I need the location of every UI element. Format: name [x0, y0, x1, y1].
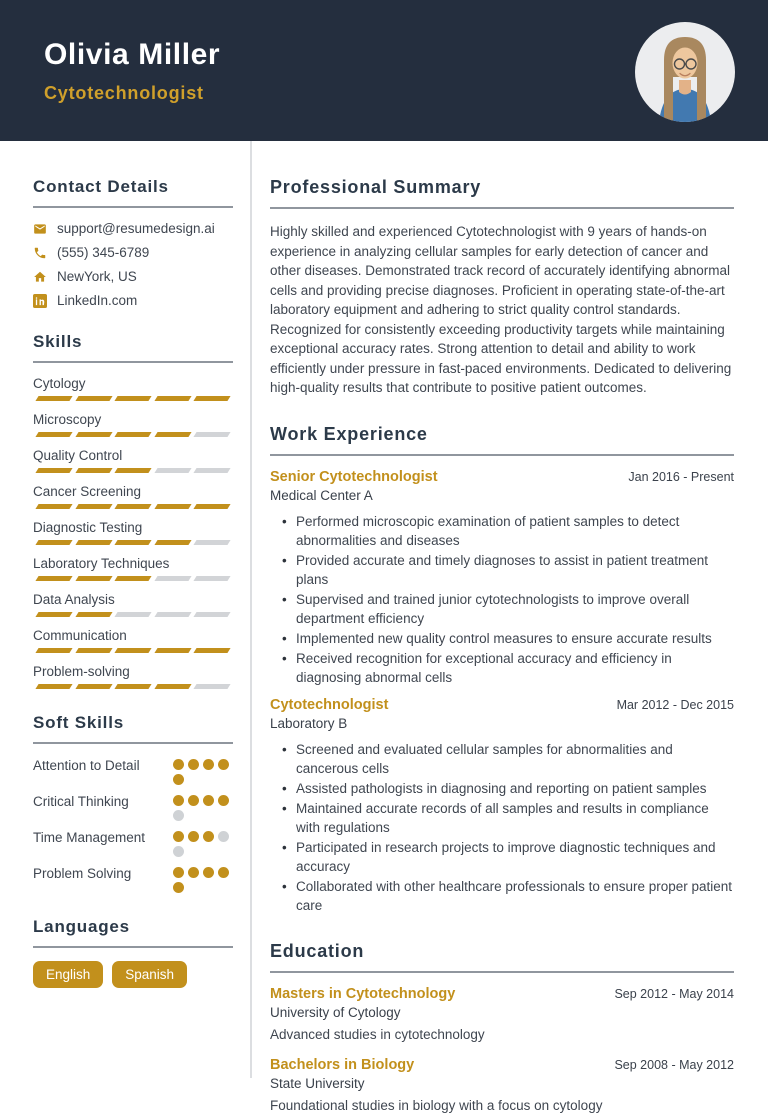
soft-skill-item — [33, 793, 233, 821]
seg-empty — [194, 540, 231, 545]
seg-filled — [35, 576, 72, 581]
summary-section — [270, 177, 734, 398]
main-content — [252, 141, 768, 1113]
home-icon — [33, 270, 47, 284]
job-entry — [270, 697, 734, 915]
contact-location: NewYork, US — [57, 269, 137, 284]
seg-empty — [154, 576, 191, 581]
languages-heading: Languages — [33, 917, 130, 936]
seg-filled — [115, 684, 152, 689]
job-bullet: • Performed microscopic examination of patient samples to detect abnormalities and diseases — [282, 512, 734, 550]
seg-filled — [75, 396, 112, 401]
skill-level-bar — [33, 684, 233, 689]
experience-section — [270, 424, 734, 915]
soft-skill-label: Critical Thinking — [33, 794, 129, 809]
seg-empty — [194, 684, 231, 689]
soft-skills-heading: Soft Skills — [33, 713, 124, 732]
contact-row-linkedin — [33, 293, 233, 308]
job-entry — [270, 469, 734, 687]
section-divider — [33, 361, 233, 363]
education-section — [270, 941, 734, 1113]
skill-level-bar — [33, 648, 233, 653]
skill-item — [33, 484, 233, 509]
job-bullet: • Participated in research projects to improve diagnostic techniques and accuracy — [282, 838, 734, 876]
job-dates: Mar 2012 - Dec 2015 — [616, 697, 734, 712]
seg-filled — [115, 576, 152, 581]
section-divider — [33, 742, 233, 744]
skill-label: Cancer Screening — [33, 484, 142, 499]
seg-filled — [115, 468, 152, 473]
contact-row-phone — [33, 245, 233, 260]
skill-label: Problem-solving — [33, 664, 130, 679]
dot-filled — [203, 759, 214, 770]
seg-filled — [75, 576, 112, 581]
language-badges — [33, 961, 233, 988]
job-bullet-list — [270, 512, 734, 687]
seg-filled — [115, 540, 152, 545]
skill-label: Data Analysis — [33, 592, 115, 607]
section-divider — [270, 971, 734, 973]
seg-filled — [194, 504, 231, 509]
education-entry — [270, 986, 734, 1042]
soft-skill-item — [33, 829, 233, 857]
seg-empty — [194, 432, 231, 437]
education-school: State University — [270, 1075, 365, 1091]
skill-level-bar — [33, 576, 233, 581]
seg-empty — [194, 468, 231, 473]
sidebar — [0, 141, 252, 1078]
job-bullet: • Assisted pathologists in diagnosing and reporting on patient samples — [282, 779, 734, 798]
job-header — [270, 697, 734, 713]
skill-item — [33, 520, 233, 545]
job-bullet: • Maintained accurate records of all samples and results in compliance with regulations — [282, 799, 734, 837]
education-description: Foundational studies in biology with a focus on cytology — [270, 1097, 603, 1113]
dot-filled — [173, 774, 184, 785]
skills-section — [33, 332, 233, 689]
seg-empty — [194, 612, 231, 617]
education-description: Advanced studies in cytotechnology — [270, 1026, 485, 1042]
dot-filled — [218, 867, 229, 878]
dot-empty — [173, 846, 184, 857]
skill-item — [33, 592, 233, 617]
skill-label: Quality Control — [33, 448, 123, 463]
skill-level-bar — [33, 468, 233, 473]
skill-label: Diagnostic Testing — [33, 520, 143, 535]
seg-filled — [35, 684, 72, 689]
seg-empty — [154, 612, 191, 617]
skills-list — [33, 376, 233, 689]
dot-filled — [173, 882, 184, 893]
contact-row-location — [33, 269, 233, 284]
seg-filled — [75, 432, 112, 437]
section-divider — [33, 946, 233, 948]
dot-filled — [218, 795, 229, 806]
seg-empty — [194, 576, 231, 581]
dot-filled — [218, 759, 229, 770]
dot-filled — [203, 795, 214, 806]
dot-empty — [218, 831, 229, 842]
experience-heading: Work Experience — [270, 423, 428, 444]
skill-level-bar — [33, 432, 233, 437]
skill-item — [33, 448, 233, 473]
seg-filled — [35, 432, 72, 437]
seg-filled — [154, 432, 191, 437]
language-badge: English — [33, 961, 103, 988]
job-header — [270, 469, 734, 485]
seg-filled — [154, 684, 191, 689]
skill-level-bar — [33, 540, 233, 545]
job-bullet: • Screened and evaluated cellular samples for abnormalities and cancerous cells — [282, 740, 734, 778]
dot-filled — [173, 831, 184, 842]
soft-skill-dots — [173, 865, 233, 893]
skill-label: Microscopy — [33, 412, 102, 427]
skill-item — [33, 376, 233, 401]
summary-heading: Professional Summary — [270, 177, 482, 197]
dot-filled — [188, 831, 199, 842]
skill-item — [33, 556, 233, 581]
language-badge: Spanish — [112, 961, 187, 988]
dot-filled — [188, 759, 199, 770]
content-columns — [0, 141, 768, 1113]
skill-level-bar — [33, 396, 233, 401]
soft-skill-dots — [173, 793, 233, 821]
soft-skill-item — [33, 865, 233, 893]
contact-section — [33, 177, 233, 308]
education-degree: Masters in Cytotechnology — [270, 985, 456, 1002]
soft-skills-list — [33, 757, 233, 893]
seg-filled — [154, 504, 191, 509]
envelope-icon — [33, 222, 47, 236]
seg-filled — [75, 540, 112, 545]
skill-item — [33, 412, 233, 437]
job-title: Senior Cytotechnologist — [270, 468, 438, 485]
seg-filled — [115, 432, 152, 437]
header — [0, 0, 768, 141]
seg-filled — [35, 504, 72, 509]
education-dates: Sep 2012 - May 2014 — [614, 986, 734, 1001]
education-header — [270, 986, 734, 1002]
job-dates: Jan 2016 - Present — [628, 469, 734, 484]
seg-filled — [194, 396, 231, 401]
languages-section — [33, 917, 233, 988]
seg-filled — [115, 504, 152, 509]
job-bullet: • Implemented new quality control measures to ensure accurate results — [282, 629, 734, 648]
job-list — [270, 469, 734, 915]
seg-filled — [75, 612, 112, 617]
skill-level-bar — [33, 612, 233, 617]
soft-skill-dots — [173, 829, 233, 857]
seg-empty — [154, 468, 191, 473]
contact-linkedin[interactable]: LinkedIn.com — [57, 293, 138, 308]
skill-label: Laboratory Techniques — [33, 556, 170, 571]
seg-filled — [35, 648, 72, 653]
seg-filled — [35, 396, 72, 401]
job-title: Cytotechnologist — [270, 696, 389, 713]
skills-heading: Skills — [33, 332, 83, 351]
section-divider — [33, 206, 233, 208]
job-bullet: • Provided accurate and timely diagnoses to assist in patient treatment plans — [282, 551, 734, 589]
dot-filled — [203, 867, 214, 878]
dot-filled — [173, 867, 184, 878]
job-bullet: • Received recognition for exceptional accuracy and efficiency in diagnosing abnormal cells — [282, 649, 734, 687]
dot-filled — [188, 795, 199, 806]
skill-label: Communication — [33, 628, 127, 643]
contact-heading: Contact Details — [33, 177, 169, 196]
soft-skill-label: Attention to Detail — [33, 758, 140, 773]
soft-skill-label: Problem Solving — [33, 866, 132, 881]
phone-icon — [33, 246, 47, 260]
soft-skill-label: Time Management — [33, 830, 146, 845]
seg-filled — [115, 396, 152, 401]
seg-filled — [75, 468, 112, 473]
seg-filled — [115, 648, 152, 653]
contact-row-email — [33, 221, 233, 236]
dot-filled — [188, 867, 199, 878]
contact-email[interactable]: support@resumedesign.ai — [57, 221, 215, 236]
linkedin-icon — [33, 294, 47, 308]
dot-filled — [203, 831, 214, 842]
soft-skill-item — [33, 757, 233, 785]
job-company: Laboratory B — [270, 715, 348, 731]
education-school: University of Cytology — [270, 1004, 401, 1020]
seg-filled — [75, 684, 112, 689]
seg-filled — [35, 468, 72, 473]
section-divider — [270, 207, 734, 209]
avatar-illustration — [635, 22, 735, 122]
seg-filled — [154, 648, 191, 653]
dot-empty — [173, 810, 184, 821]
section-divider — [270, 454, 734, 456]
education-header — [270, 1057, 734, 1073]
skill-label: Cytology — [33, 376, 86, 391]
soft-skill-dots — [173, 757, 233, 785]
summary-text: Highly skilled and experienced Cytotechnologist with 9 years of hands-on experience in analyzing cellular samples for early detection of cancer and other diseases. Demonstrated track record of accurately identifying abnormal cells and providing precise diagnoses. Proficient in operating state-of-the-art laboratory equipment and adhering to strict quality control standards. Recognized for consistently exceeding productivity targets while maintaining exceptional accuracy rates. Strong attention to detail and ability to work efficiently under pressure in fast-paced environments. Dedicated to delivering high-quality results that contribute to positive patient outcomes. — [270, 224, 732, 395]
education-degree: Bachelors in Biology — [270, 1056, 415, 1073]
dot-filled — [173, 759, 184, 770]
seg-filled — [154, 540, 191, 545]
job-bullet: • Collaborated with other healthcare professionals to ensure proper patient care — [282, 877, 734, 915]
skill-item — [33, 664, 233, 689]
job-bullet-list — [270, 740, 734, 915]
skill-level-bar — [33, 504, 233, 509]
soft-skills-section — [33, 713, 233, 893]
seg-empty — [115, 612, 152, 617]
seg-filled — [35, 540, 72, 545]
education-dates: Sep 2008 - May 2012 — [614, 1057, 734, 1072]
job-bullet: • Supervised and trained junior cytotechnologists to improve overall department efficiency — [282, 590, 734, 628]
dot-filled — [173, 795, 184, 806]
job-company: Medical Center A — [270, 487, 373, 503]
avatar — [635, 22, 735, 122]
seg-filled — [194, 648, 231, 653]
education-entry — [270, 1057, 734, 1113]
seg-filled — [35, 612, 72, 617]
header-text — [44, 38, 220, 104]
contact-phone: (555) 345-6789 — [57, 245, 150, 260]
seg-filled — [75, 504, 112, 509]
seg-filled — [154, 396, 191, 401]
person-job-title: Cytotechnologist — [44, 82, 204, 103]
education-heading: Education — [270, 940, 365, 961]
education-list — [270, 986, 734, 1113]
skill-item — [33, 628, 233, 653]
person-name: Olivia Miller — [44, 37, 221, 71]
seg-filled — [75, 648, 112, 653]
